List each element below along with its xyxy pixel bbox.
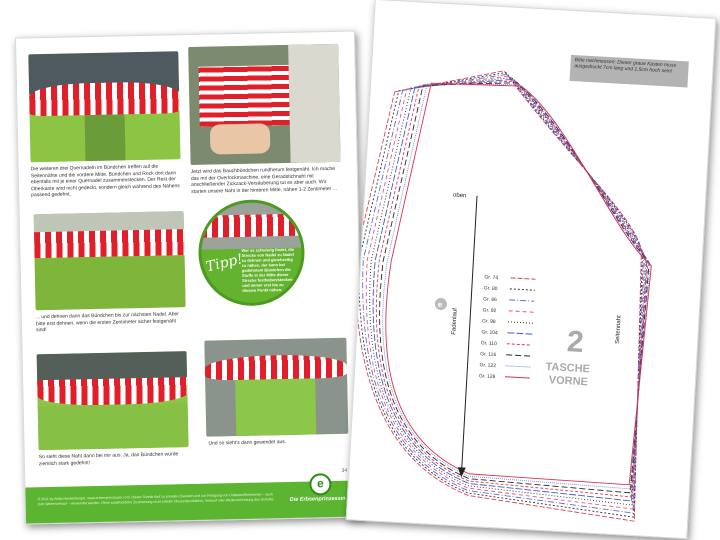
size-label: Gr. 104	[481, 329, 498, 337]
caption-5: Und so sieht's dann gewendet aus.	[208, 439, 287, 447]
fadenlauf-label: Fadenlauf	[451, 308, 459, 335]
photo-overlock-start	[188, 44, 340, 165]
size-outline	[370, 76, 659, 493]
photo-turned-out	[204, 338, 348, 437]
size-line-sample	[507, 333, 532, 334]
copyright-text: © 2011 by Britta Hackenberger, www.erbsenprinzessin.com. Dieser Schnitt darf zu privaten Zwecken und zur Fertigung von Unikaten/Kleinserien – auch zum Weiterverkauf – verwendet werden. Ohne ausdrückliche Zustimmung nicht erlaubt: Massenproduktion, Verkauf oder Weiterverbreitung des Schnitts.	[37, 492, 275, 506]
size-outline	[350, 67, 657, 513]
size-outline	[374, 78, 660, 490]
size-outline	[347, 65, 658, 517]
size-line-sample	[506, 355, 531, 356]
seitennaht-label: Seitennaht	[614, 315, 623, 345]
piece-name-line2: VORNE	[548, 374, 589, 389]
piece-name-line1: TASCHE	[545, 360, 591, 376]
caption-1: Die weiteren drei Quernadeln im Bündchen treffen auf die Seitennähte und die vordere Mitte. Bündchen und Rock dort dann ebenfalls mit je einer Quernadel zusammenstecken. Der Rest der Oberkante wird nicht gedeckt, sondern gleich während des Nähens passend gedehnt.	[30, 163, 180, 199]
page-footer	[25, 476, 364, 523]
instructions-page	[15, 30, 365, 524]
size-outline	[362, 72, 656, 501]
size-line-sample	[510, 289, 535, 290]
caption-4: So sieht diese Naht dann bei mir aus. Ja, das Bündchen wurde ziemlich stark gedehnt!	[38, 451, 179, 467]
svg-text:e: e	[437, 299, 443, 310]
tip-callout	[197, 199, 305, 307]
photo-stretching	[34, 211, 186, 310]
size-label: Gr. 86	[483, 296, 498, 304]
pocket-pattern	[347, 0, 715, 538]
size-line-sample	[510, 278, 535, 279]
oben-label: oben	[452, 192, 467, 200]
piece-number: 2	[566, 325, 585, 360]
grainline	[461, 196, 477, 474]
size-label: Gr. 110	[480, 340, 497, 348]
size-outline	[347, 63, 659, 521]
photo-waistband-pinned	[28, 51, 180, 162]
size-outline	[377, 79, 661, 485]
size-outline	[366, 74, 658, 497]
caption-3: ... und dehnen dann das Bündchen bis zur nächsten Nadel. Aber bitte erst dehnen, wenn die ersten Zentimeter sicher festgenäht sind!	[35, 311, 180, 334]
logo-e-icon: e	[309, 473, 331, 495]
size-label: Gr. 80	[483, 285, 498, 293]
size-line-sample	[506, 366, 531, 367]
caption-2: Jetzt wird das Bauchbündchen rundherum festgenäht. Ich mache das mit der Overlockmaschine, eine Geradstichnaht mit anschließender Zickzack-Versäuberung tut es aber auch. Wir starten unsere Naht in der hinteren Mitte, nähen 1-2 Zentimeter ...	[190, 165, 337, 195]
photo-finished-seam	[37, 351, 189, 450]
scale-check-box: Bitte nachmessen: Dieser graue Kasten muss ausgedruckt 7cm lang und 1,5cm hoch sein!	[570, 55, 689, 88]
size-label: Gr. 74	[484, 274, 499, 282]
size-line-sample	[509, 311, 534, 312]
size-label: Gr. 122	[479, 362, 497, 370]
pattern-logo-icon	[435, 298, 448, 311]
size-line-sample	[508, 322, 533, 323]
pattern-page	[346, 0, 717, 539]
size-line-sample	[509, 300, 534, 301]
size-label: Gr. 92	[482, 307, 497, 315]
page-number: 34	[341, 467, 348, 474]
brand-logo	[287, 473, 348, 516]
size-line-sample	[505, 377, 530, 378]
size-label: Gr. 98	[481, 318, 496, 326]
size-label: Gr. 116	[479, 351, 497, 359]
brand-name: Die Erbsenprinzessin	[289, 495, 346, 503]
tip-text: Wer es schwierig findet, die Strecke von Nadel zu Nadel zu dehnen und gleichzeitig zu nähen, der kann bei gedehntem Bündchen die Stoffe in der Mitte dieser Strecke festhalten/stecken und immer erst bis zu diesem Punkt nähen.	[241, 246, 295, 293]
size-line-sample	[507, 344, 532, 345]
size-label: Gr. 128	[478, 373, 496, 381]
tip-label: Tipp!	[204, 251, 245, 276]
